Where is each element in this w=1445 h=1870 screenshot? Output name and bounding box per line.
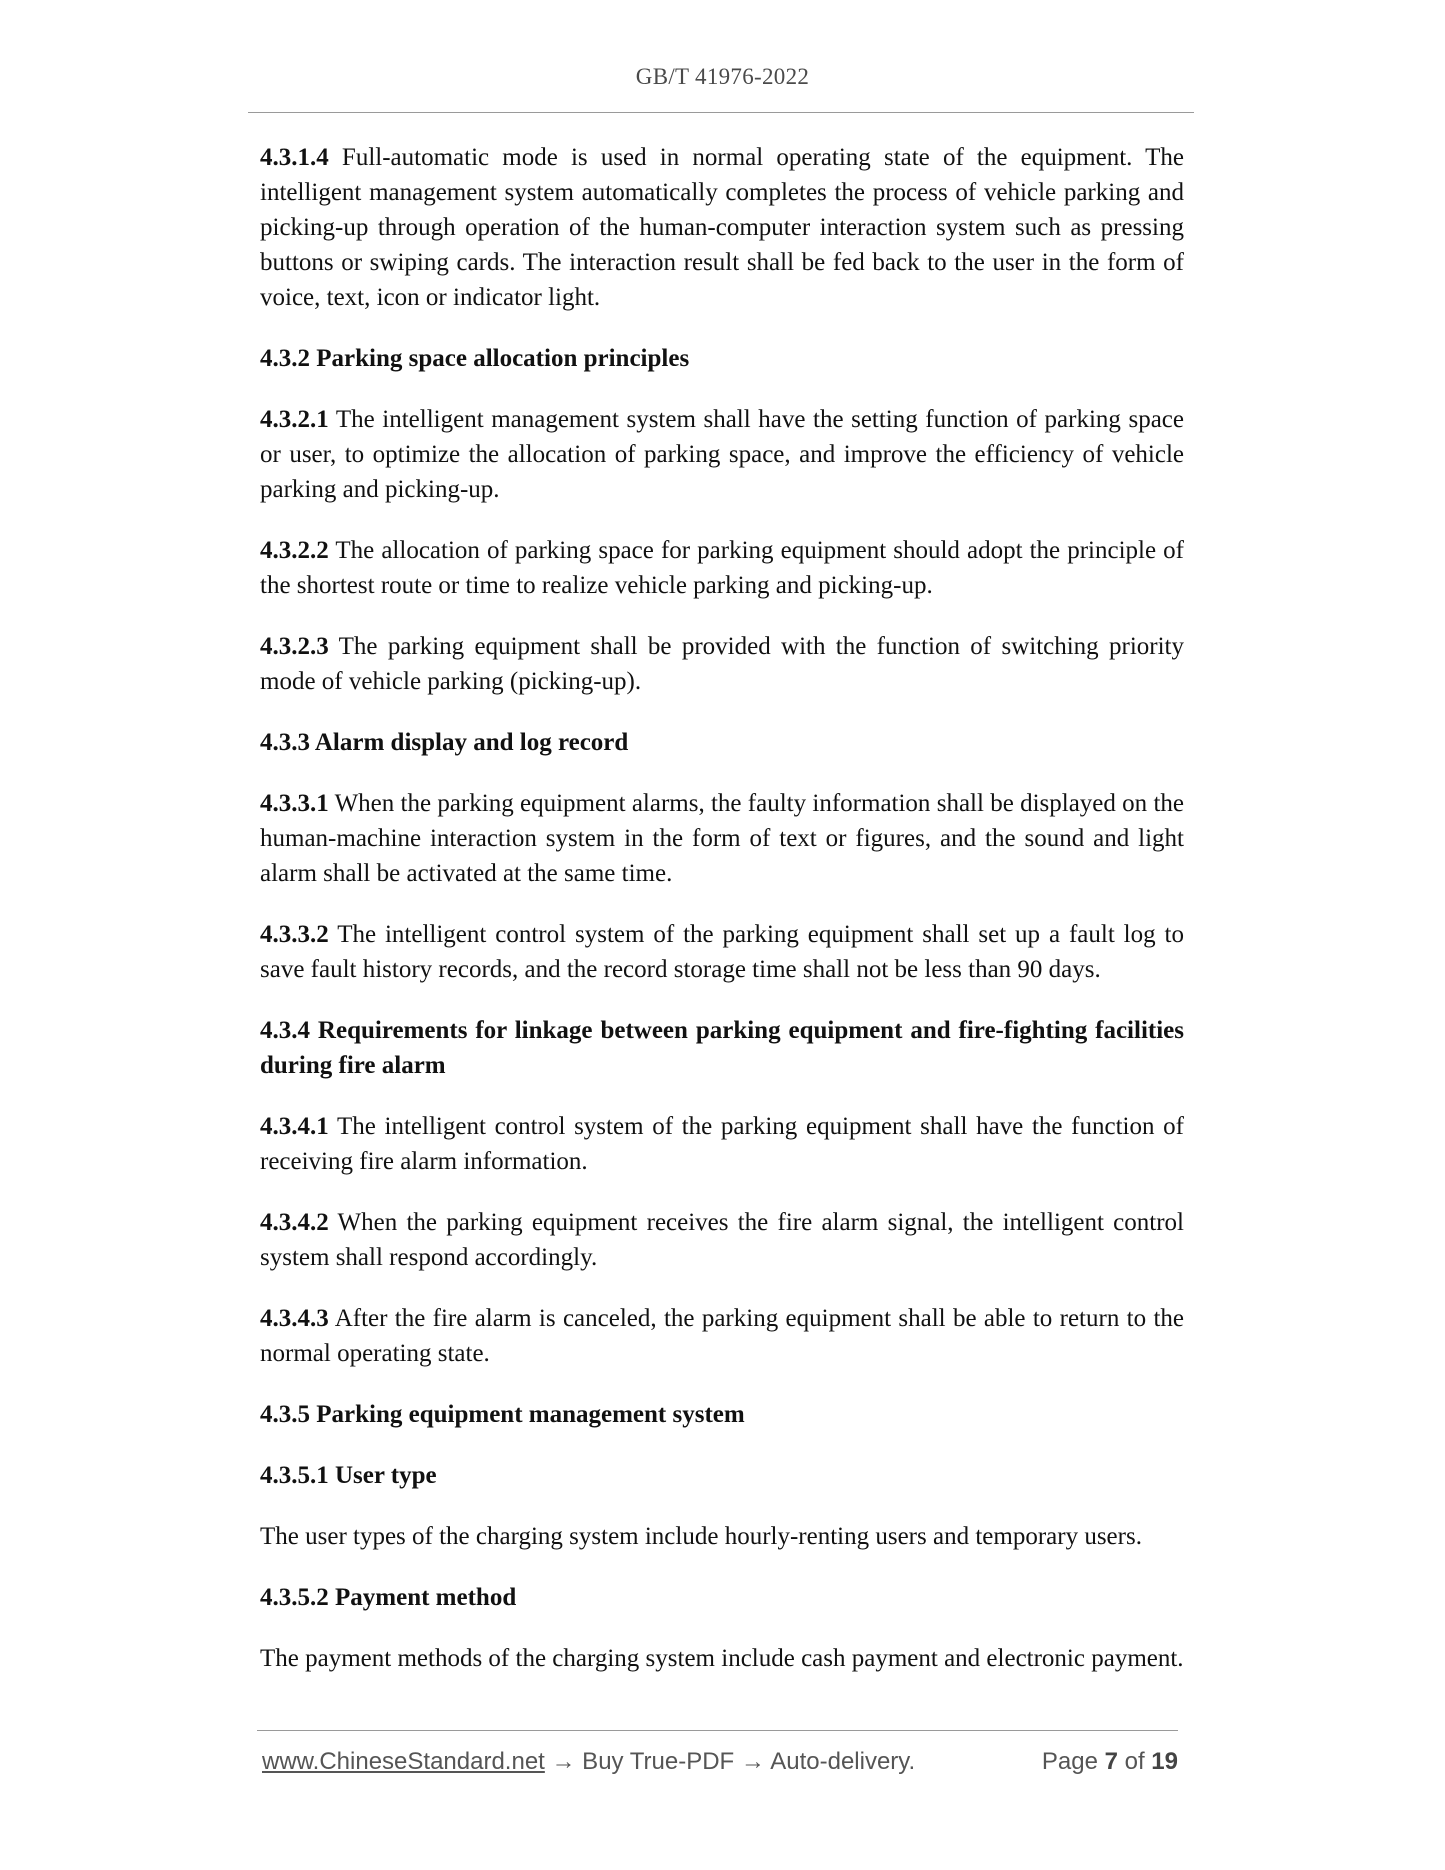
document-code-header: GB/T 41976-2022 bbox=[635, 64, 810, 89]
clause-text: When the parking equipment receives the fire alarm signal, the intelligent control system shall respond accordingly. bbox=[260, 1209, 1184, 1271]
clause-text: The intelligent management system shall have the setting function of parking space or user, to optimize the allocation of parking space, and improve the efficiency of vehicle parking and picking-up. bbox=[260, 406, 1184, 503]
section-heading: 4.3.5.1 User type bbox=[260, 1462, 437, 1489]
clause-number: 4.3.2.2 bbox=[260, 537, 329, 564]
clause-paragraph bbox=[260, 140, 1184, 315]
clause-paragraph bbox=[260, 629, 1184, 699]
clause-number: 4.3.3.1 bbox=[260, 790, 329, 817]
clause-paragraph bbox=[260, 1641, 1184, 1676]
clause-number: 4.3.4.1 bbox=[260, 1113, 329, 1140]
section-heading: 4.3.2 Parking space allocation principles bbox=[260, 345, 690, 372]
clause-paragraph bbox=[260, 402, 1184, 507]
clause-text: The intelligent control system of the parking equipment shall have the function of receiving fire alarm information. bbox=[260, 1113, 1184, 1175]
clause-paragraph bbox=[260, 1301, 1184, 1371]
clause-number: 4.3.4.2 bbox=[260, 1209, 329, 1236]
section-heading: 4.3.3 Alarm display and log record bbox=[260, 729, 629, 756]
clause-text: Full-automatic mode is used in normal operating state of the equipment. The intelligent management system automatically completes the process of vehicle parking and picking-up through operation of the human-computer interaction system such as pressing buttons or swiping cards. The interaction result shall be fed back to the user in the form of voice, text, icon or indicator light. bbox=[260, 144, 1184, 311]
footer-tagline: → Buy True-PDF → Auto-delivery. bbox=[544, 1748, 916, 1775]
page-word: Page bbox=[1041, 1748, 1105, 1775]
section-heading: 4.3.5 Parking equipment management system bbox=[260, 1401, 745, 1428]
clause-paragraph bbox=[260, 1519, 1184, 1554]
clause-paragraph bbox=[260, 1109, 1184, 1179]
clause-paragraph bbox=[260, 1205, 1184, 1275]
clause-number: 4.3.3.2 bbox=[260, 921, 329, 948]
clause-paragraph bbox=[260, 917, 1184, 987]
clause-text: The payment methods of the charging system include cash payment and electronic payment. bbox=[260, 1645, 1184, 1672]
page-indicator bbox=[1042, 1748, 1178, 1776]
clause-number: 4.3.4.3 bbox=[260, 1305, 329, 1332]
clause-paragraph bbox=[260, 533, 1184, 603]
clause-text: The intelligent control system of the parking equipment shall set up a fault log to save fault history records, and the record storage time shall not be less than 90 days. bbox=[260, 921, 1184, 983]
of-word: of bbox=[1117, 1748, 1152, 1775]
section-heading: 4.3.4 Requirements for linkage between parking equipment and fire-fighting facilities during fire alarm bbox=[260, 1017, 1184, 1079]
clause-number: 4.3.2.3 bbox=[260, 633, 329, 660]
clause-text: The allocation of parking space for parking equipment should adopt the principle of the shortest route or time to realize vehicle parking and picking-up. bbox=[260, 537, 1184, 599]
footer-left bbox=[262, 1748, 915, 1776]
clause-paragraph bbox=[260, 786, 1184, 891]
footer-divider bbox=[257, 1730, 1178, 1731]
clause-text: The parking equipment shall be provided with the function of switching priority mode of vehicle parking (picking-up). bbox=[260, 633, 1184, 695]
current-page-number: 7 bbox=[1104, 1748, 1118, 1775]
header-divider bbox=[248, 112, 1194, 113]
clause-number: 4.3.2.1 bbox=[260, 406, 329, 433]
section-heading: 4.3.5.2 Payment method bbox=[260, 1584, 517, 1611]
total-pages-number: 19 bbox=[1151, 1748, 1178, 1775]
document-body bbox=[260, 140, 1184, 1702]
clause-text: After the fire alarm is canceled, the parking equipment shall be able to return to the normal operating state. bbox=[260, 1305, 1184, 1367]
clause-text: When the parking equipment alarms, the faulty information shall be displayed on the human-machine interaction system in the form of text or figures, and the sound and light alarm shall be activated at the same time. bbox=[260, 790, 1184, 887]
site-link[interactable]: www.ChineseStandard.net bbox=[262, 1748, 545, 1775]
clause-number: 4.3.1.4 bbox=[260, 144, 329, 171]
clause-text: The user types of the charging system include hourly-renting users and temporary users. bbox=[260, 1523, 1142, 1550]
